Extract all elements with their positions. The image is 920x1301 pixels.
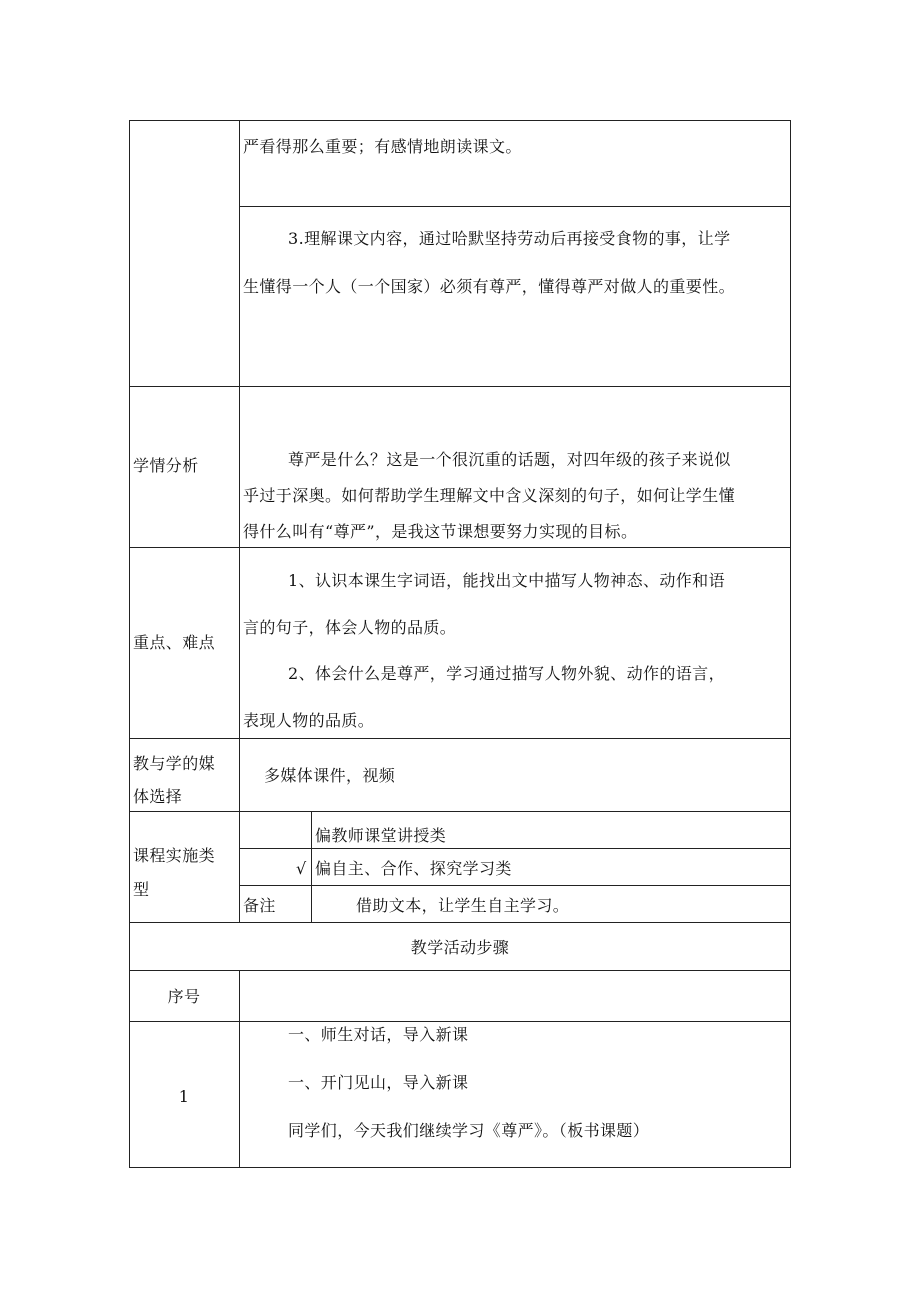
rule-heading-bottom — [129, 970, 791, 971]
rule-label-col-lower — [239, 970, 240, 1168]
rule-top — [129, 120, 791, 121]
keypoint-2-line-2: 表现人物的品质。 — [243, 711, 375, 730]
rule-left — [129, 120, 130, 1168]
activities-heading: 教学活动步骤 — [410, 938, 510, 957]
rule-mark-col — [311, 811, 312, 923]
remark-value: 借助文本，让学生自主学习。 — [356, 896, 570, 915]
objective-line-b2: 生懂得一个人（一个国家）必须有尊严，懂得尊严对做人的重要性。 — [243, 277, 736, 296]
media-label-line-2: 体选择 — [133, 787, 183, 806]
keypoint-1-line-2: 言的句子，体会人物的品质。 — [243, 618, 457, 637]
analysis-label: 学情分析 — [133, 456, 199, 475]
rule-analysis-bottom — [129, 547, 791, 548]
analysis-line-3: 得什么叫有“尊严”，是我这节课想要努力实现的目标。 — [243, 522, 638, 541]
keypoint-1-line-1: 1、认识本课生字词语，能找出文中描写人物神态、动作和语 — [288, 571, 725, 590]
step-1-number: 1 — [178, 1087, 190, 1106]
analysis-line-2: 乎过于深奥。如何帮助学生理解文中含义深刻的句子，如何让学生懂 — [243, 486, 736, 505]
rule-bottom — [129, 1167, 791, 1168]
coursetype-label-line-1: 课程实施类 — [133, 846, 216, 865]
rule-seq-bottom — [129, 1021, 791, 1022]
rule-label-col-upper — [239, 120, 240, 923]
analysis-line-1: 尊严是什么？这是一个很沉重的话题，对四年级的孩子来说似 — [288, 450, 731, 469]
objective-line-b1: 3.理解课文内容，通过哈默坚持劳动后再接受食物的事，让学 — [288, 229, 731, 248]
objective-line-a: 严看得那么重要；有感情地朗读课文。 — [243, 137, 522, 156]
media-label-line-1: 教与学的媒 — [133, 754, 216, 773]
rule-keypoints-bottom — [129, 738, 791, 739]
rule-option1-bottom — [239, 848, 791, 849]
step-1-line-2: 一、开门见山，导入新课 — [288, 1073, 469, 1092]
remark-label: 备注 — [243, 896, 276, 915]
rule-coursetype-bottom — [129, 922, 791, 923]
check-mark-icon: √ — [296, 859, 307, 878]
sequence-label: 序号 — [167, 987, 201, 1006]
rule-option2-bottom — [239, 885, 791, 886]
step-1-line-1: 一、师生对话，导入新课 — [288, 1025, 469, 1044]
step-1-line-3: 同学们，今天我们继续学习《尊严》。（板书课题） — [288, 1121, 650, 1140]
keypoints-label: 重点、难点 — [133, 633, 216, 652]
coursetype-label-line-2: 型 — [133, 880, 150, 899]
keypoint-2-line-1: 2、体会什么是尊严，学习通过描写人物外貌、动作的语言， — [288, 664, 725, 683]
media-value: 多媒体课件，视频 — [264, 766, 396, 785]
rule-objectives-bottom — [129, 386, 791, 387]
rule-right — [790, 120, 791, 1168]
coursetype-option-2: 偏自主、合作、探究学习类 — [315, 859, 512, 878]
rule-media-bottom — [129, 811, 791, 812]
rule-objective-a-bottom — [239, 206, 791, 207]
coursetype-option-1: 偏教师课堂讲授类 — [315, 826, 447, 845]
